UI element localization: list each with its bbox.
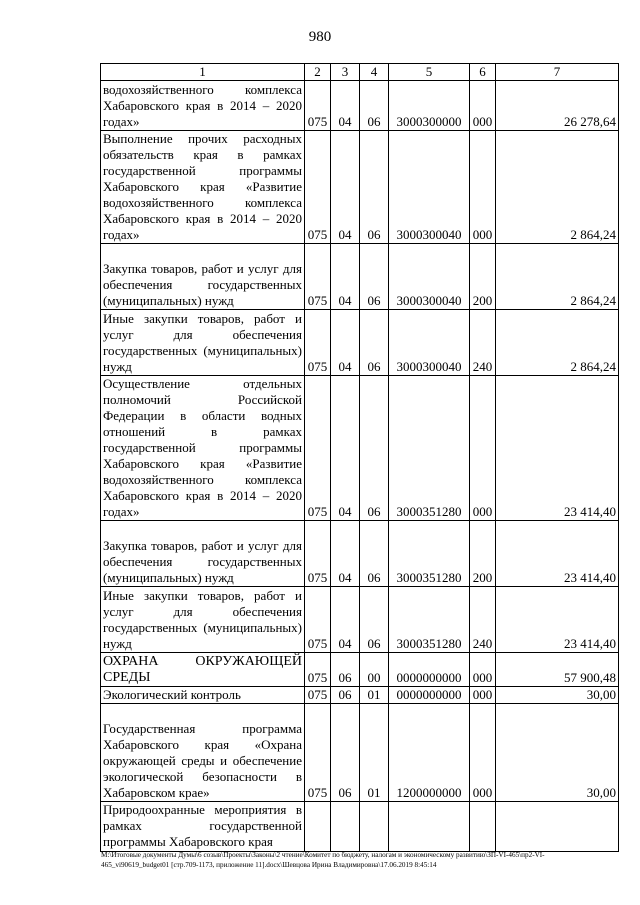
column-header: 5 [389, 64, 470, 81]
header-row [101, 64, 619, 81]
subsection-code-cell: 06 [360, 376, 389, 521]
ministry-code-cell: 075 [305, 310, 331, 376]
target-article-cell: 0000000000 [389, 687, 470, 704]
section-code-cell: 06 [331, 687, 360, 704]
row-name-cell: Экологический контроль [101, 687, 305, 704]
document-footer [101, 851, 621, 870]
subsection-code-cell: 01 [360, 704, 389, 802]
expense-type-cell: 200 [470, 244, 496, 310]
amount-cell: 2 864,24 [496, 244, 619, 310]
amount-cell: 2 864,24 [496, 310, 619, 376]
expense-type-cell: 000 [470, 653, 496, 687]
target-article-cell: 3000300040 [389, 310, 470, 376]
expense-type-cell: 000 [470, 704, 496, 802]
ministry-code-cell: 075 [305, 704, 331, 802]
target-article-cell [389, 802, 470, 852]
section-code-cell: 04 [331, 310, 360, 376]
table-row [101, 244, 619, 310]
target-article-cell: 3000300040 [389, 244, 470, 310]
row-name-cell: ОХРАНА ОКРУЖАЮЩЕЙ СРЕДЫ [101, 653, 305, 687]
row-name-cell: водохозяйственного комплекса Хабаровского края в 2014 – 2020 годах» [101, 81, 305, 131]
section-code-cell [331, 802, 360, 852]
amount-cell: 30,00 [496, 704, 619, 802]
budget-table [100, 63, 619, 852]
column-header: 4 [360, 64, 389, 81]
subsection-code-cell: 06 [360, 131, 389, 244]
subsection-code-cell: 01 [360, 687, 389, 704]
section-code-cell: 04 [331, 81, 360, 131]
expense-type-cell [470, 802, 496, 852]
subsection-code-cell: 06 [360, 244, 389, 310]
ministry-code-cell: 075 [305, 521, 331, 587]
row-name-cell: Закупка товаров, работ и услуг для обеспечения государственных (муниципальных) нужд [101, 244, 305, 310]
table-row [101, 521, 619, 587]
ministry-code-cell: 075 [305, 244, 331, 310]
row-name-cell: Выполнение прочих расходных обязательств края в рамках государственной программы Хабаровского края «Развитие водохозяйственного комплекса Хабаровского края в 2014 – 2020 годах» [101, 131, 305, 244]
footer-file-line: 465_vi90619_budget01 [стр.709-1173, приложение 11].docx\Шевцова Ирина Владимировна\17.06.2019 8:45:14 [101, 860, 437, 869]
ministry-code-cell: 075 [305, 81, 331, 131]
row-name-cell: Иные закупки товаров, работ и услуг для обеспечения государственных (муниципальных) нужд [101, 587, 305, 653]
amount-cell: 26 278,64 [496, 81, 619, 131]
amount-cell: 57 900,48 [496, 653, 619, 687]
expense-type-cell: 000 [470, 376, 496, 521]
table-row [101, 687, 619, 704]
section-code-cell: 04 [331, 131, 360, 244]
target-article-cell: 1200000000 [389, 704, 470, 802]
amount-cell: 23 414,40 [496, 376, 619, 521]
ministry-code-cell: 075 [305, 376, 331, 521]
amount-cell: 23 414,40 [496, 521, 619, 587]
amount-cell: 2 864,24 [496, 131, 619, 244]
page-number: 980 [308, 29, 332, 45]
ministry-code-cell: 075 [305, 587, 331, 653]
expense-type-cell: 200 [470, 521, 496, 587]
expense-type-cell: 000 [470, 131, 496, 244]
amount-cell [496, 802, 619, 852]
table-row [101, 81, 619, 131]
target-article-cell: 3000351280 [389, 587, 470, 653]
column-header: 2 [305, 64, 331, 81]
column-header: 3 [331, 64, 360, 81]
column-header: 6 [470, 64, 496, 81]
subsection-code-cell: 06 [360, 310, 389, 376]
table-row [101, 376, 619, 521]
column-header: 1 [101, 64, 305, 81]
section-code-cell: 04 [331, 244, 360, 310]
table-row [101, 802, 619, 852]
table-row [101, 653, 619, 687]
section-code-cell: 04 [331, 587, 360, 653]
expense-type-cell: 000 [470, 687, 496, 704]
section-code-cell: 06 [331, 704, 360, 802]
subsection-code-cell [360, 802, 389, 852]
row-name-cell: Осуществление отдельных полномочий Российской Федерации в области водных отношений в рамках государственной программы Хабаровского края «Развитие водохозяйственного комплекса Хабаровского края в 2014 – 2020 годах» [101, 376, 305, 521]
expense-type-cell: 240 [470, 587, 496, 653]
table-row [101, 587, 619, 653]
target-article-cell: 3000300040 [389, 131, 470, 244]
ministry-code-cell [305, 802, 331, 852]
expense-type-cell: 240 [470, 310, 496, 376]
table-row [101, 704, 619, 802]
ministry-code-cell: 075 [305, 653, 331, 687]
row-name-cell: Природоохранные мероприятия в рамках государственной программы Хабаровского края [101, 802, 305, 852]
target-article-cell: 0000000000 [389, 653, 470, 687]
target-article-cell: 3000300000 [389, 81, 470, 131]
table-row [101, 310, 619, 376]
row-name-cell: Закупка товаров, работ и услуг для обеспечения государственных (муниципальных) нужд [101, 521, 305, 587]
target-article-cell: 3000351280 [389, 521, 470, 587]
subsection-code-cell: 06 [360, 81, 389, 131]
section-code-cell: 06 [331, 653, 360, 687]
row-name-cell: Государственная программа Хабаровского края «Охрана окружающей среды и обеспечение экологической безопасности в Хабаровском крае» [101, 704, 305, 802]
amount-cell: 23 414,40 [496, 587, 619, 653]
subsection-code-cell: 06 [360, 521, 389, 587]
expense-type-cell: 000 [470, 81, 496, 131]
target-article-cell: 3000351280 [389, 376, 470, 521]
row-name-cell: Иные закупки товаров, работ и услуг для обеспечения государственных (муниципальных) нужд [101, 310, 305, 376]
ministry-code-cell: 075 [305, 687, 331, 704]
amount-cell: 30,00 [496, 687, 619, 704]
subsection-code-cell: 06 [360, 587, 389, 653]
section-code-cell: 04 [331, 521, 360, 587]
footer-path-line: М:\Итоговые документы Думы\6 созыв\Проекты\Законы\2 чтение\Комитет по бюджету, налогам и экономическому развитию\ЗП-VI-465\пр2-VI- [101, 851, 545, 859]
table-row [101, 131, 619, 244]
section-code-cell: 04 [331, 376, 360, 521]
column-header: 7 [496, 64, 619, 81]
ministry-code-cell: 075 [305, 131, 331, 244]
subsection-code-cell: 00 [360, 653, 389, 687]
